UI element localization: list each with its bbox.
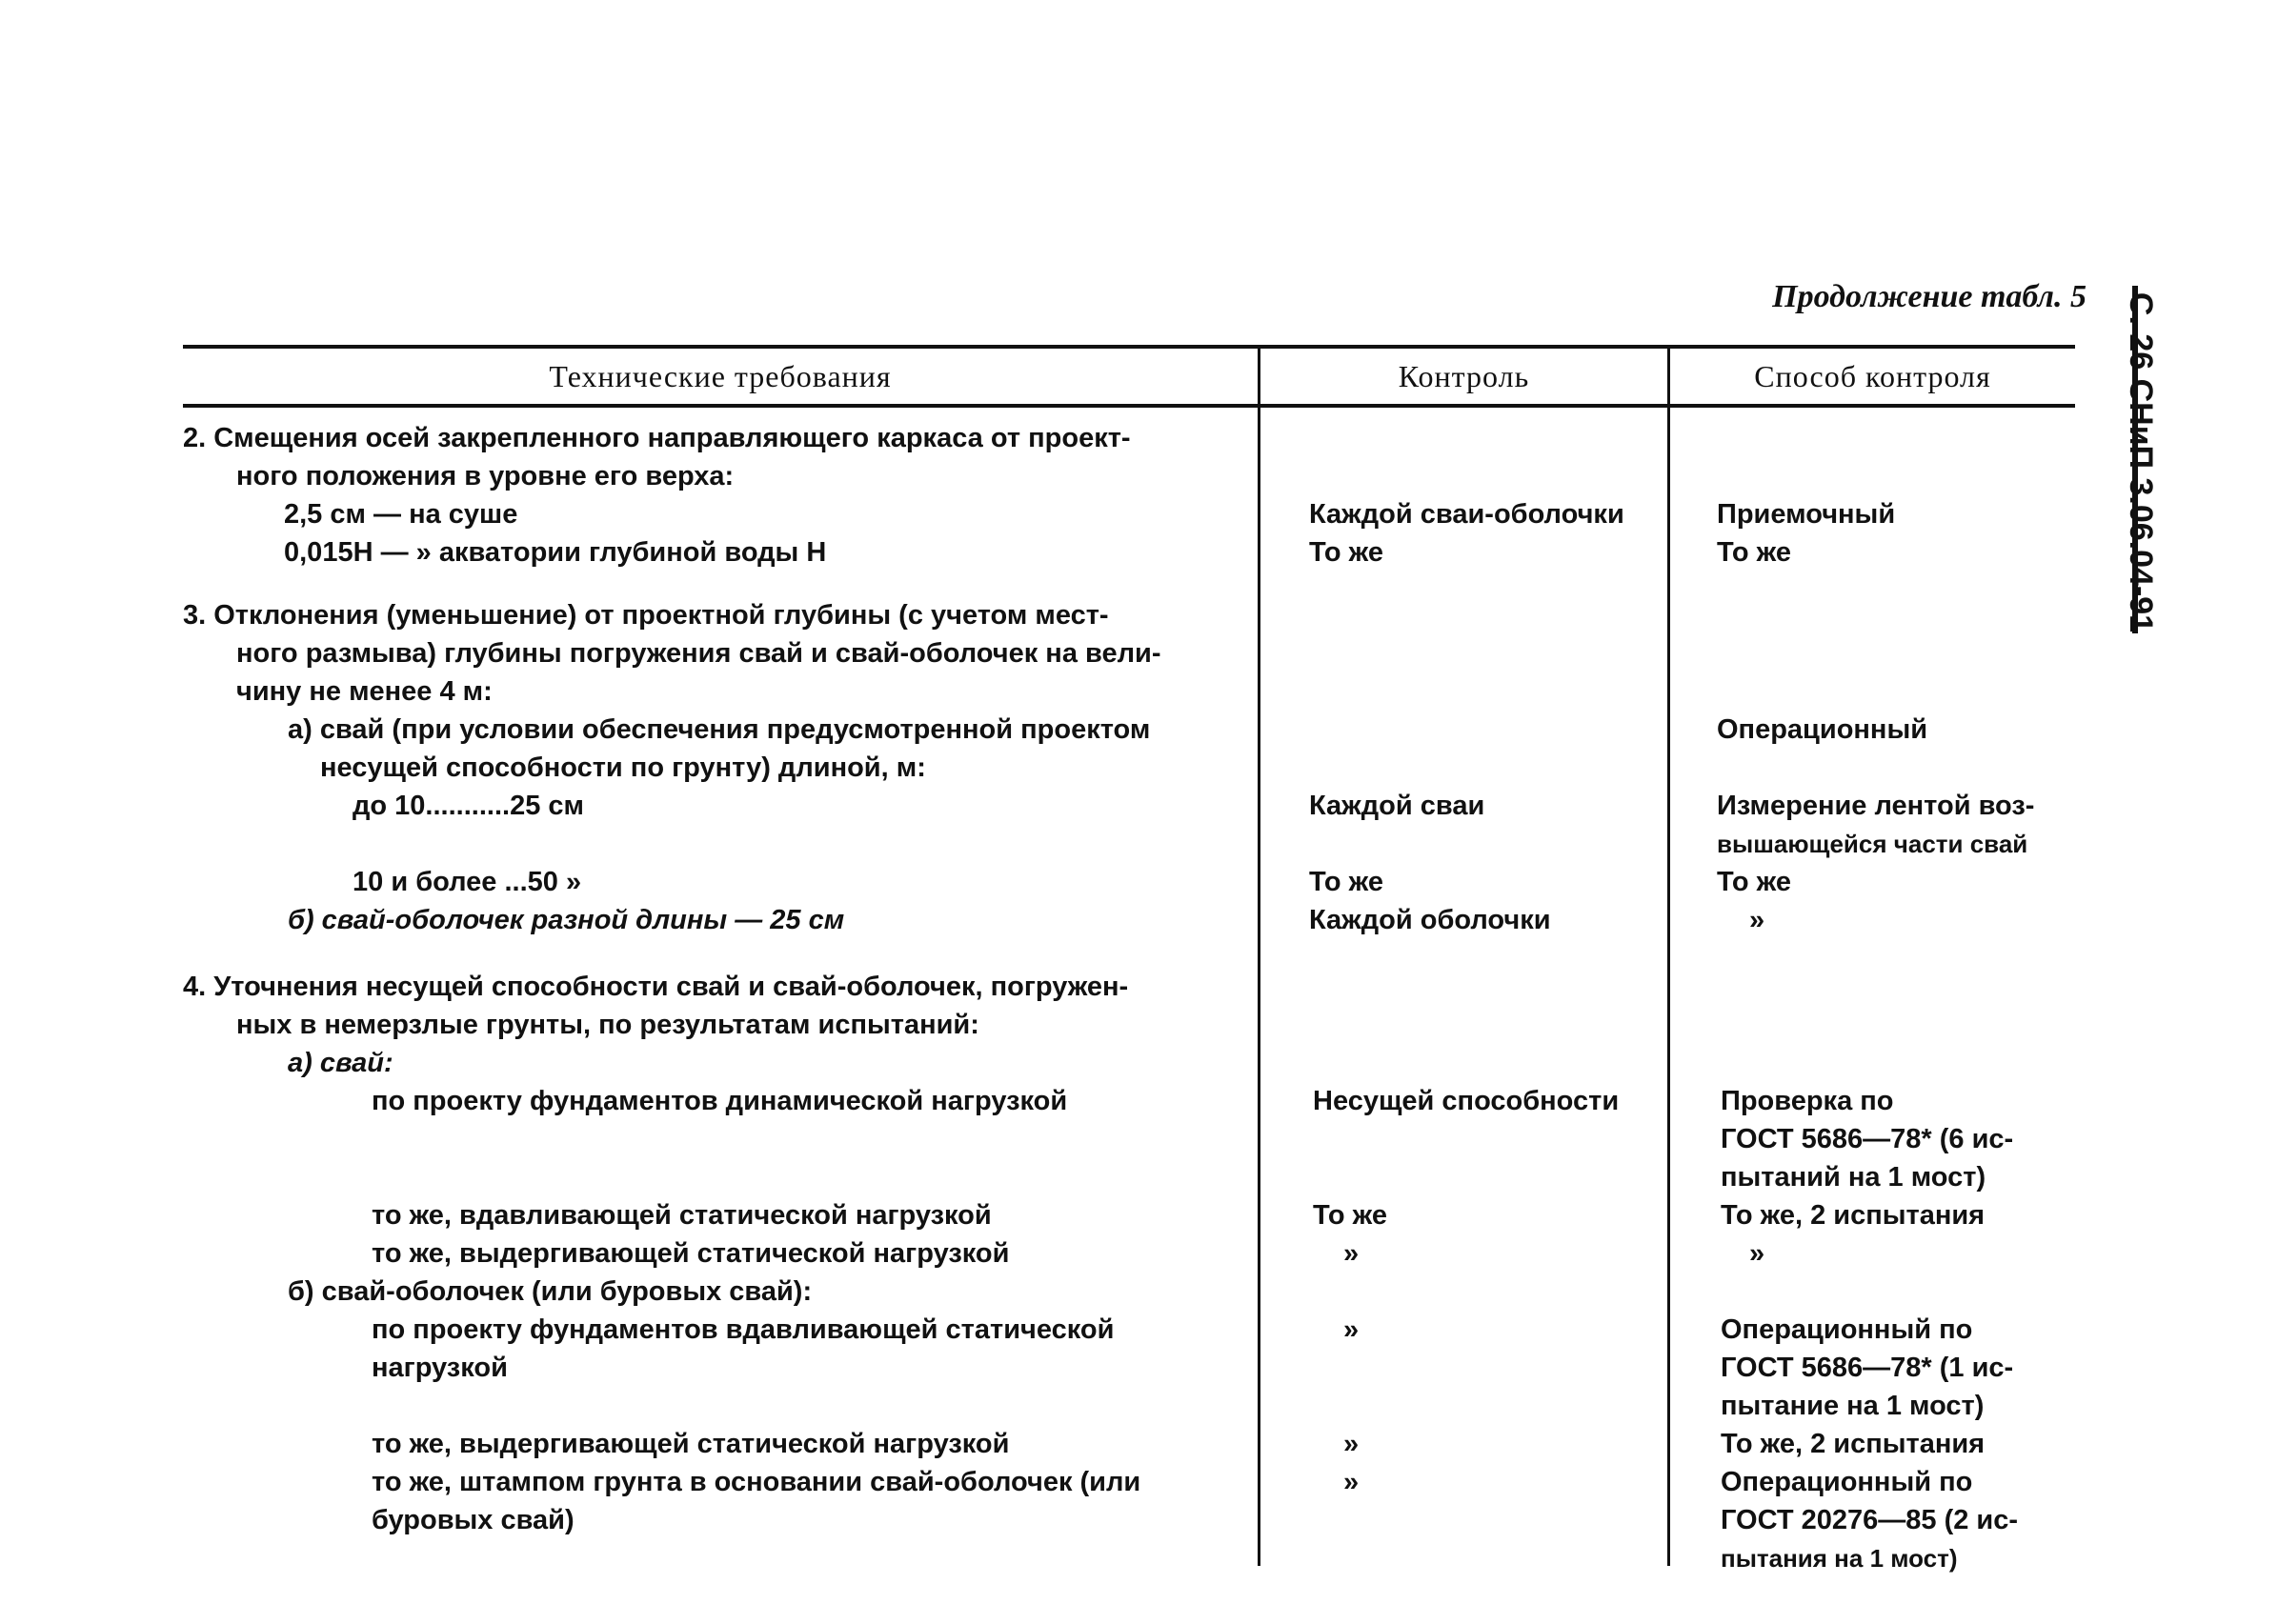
method-cell: Приемочный: [1717, 499, 1896, 530]
req-line: ных в немерзлые грунты, по результатам испытаний:: [236, 1010, 979, 1040]
method-cell: Проверка по: [1721, 1086, 1894, 1116]
req-line: 2. Смещения осей закрепленного направляющего каркаса от проект-: [183, 423, 1131, 453]
header-control-method: Способ контроля: [1754, 358, 1991, 393]
method-cell: ГОСТ 5686—78* (1 ис-: [1721, 1353, 2014, 1383]
header-technical-requirements: Технические требования: [549, 358, 892, 393]
header-control: Контроль: [1398, 358, 1530, 393]
req-line: то же, вдавливающей статической нагрузкой: [372, 1200, 992, 1231]
table-continuation-caption: Продолжение табл. 5: [1772, 279, 2086, 314]
control-cell: Каждой оболочки: [1309, 905, 1551, 935]
method-cell: То же: [1717, 537, 1791, 568]
control-cell: »: [1343, 1314, 1360, 1345]
method-cell: ГОСТ 20276—85 (2 ис-: [1721, 1505, 2019, 1535]
req-line: а) свай:: [288, 1048, 393, 1078]
side-page-code: [2117, 286, 2165, 638]
method-cell: То же: [1717, 867, 1791, 897]
method-cell: Операционный: [1717, 714, 1928, 745]
side-page-code-text: С. 26 СНиП 3.06.04-91: [2123, 291, 2160, 632]
req-line: то же, штампом грунта в основании свай-оболочек (или: [372, 1467, 1141, 1497]
req-line: б) свай-оболочек разной длины — 25 см: [288, 905, 845, 935]
req-line: то же, выдергивающей статической нагрузкой: [372, 1429, 1010, 1459]
req-line: 4. Уточнения несущей способности свай и свай-оболочек, погружен-: [183, 972, 1129, 1002]
req-line: то же, выдергивающей статической нагрузкой: [372, 1238, 1010, 1269]
req-line: 3. Отклонения (уменьшение) от проектной глубины (с учетом мест-: [183, 600, 1109, 631]
req-line: 10 и более ...50 »: [353, 867, 582, 897]
req-line: до 10...........25 см: [353, 791, 584, 821]
method-cell: »: [1749, 905, 1765, 935]
req-line: 0,015H — » акватории глубиной воды H: [284, 537, 827, 568]
req-line: нагрузкой: [372, 1353, 508, 1383]
method-cell: Измерение лентой воз-: [1717, 791, 2035, 821]
control-cell: Несущей способности: [1313, 1086, 1620, 1116]
req-line: 2,5 см — на суше: [284, 499, 518, 530]
method-cell: То же, 2 испытания: [1721, 1200, 1986, 1231]
control-cell: Каждой сваи-оболочки: [1309, 499, 1624, 530]
control-cell: »: [1343, 1467, 1360, 1497]
req-line: несущей способности по грунту) длиной, м:: [320, 752, 926, 783]
method-cell: Операционный по: [1721, 1467, 1973, 1497]
control-cell: То же: [1313, 1200, 1387, 1231]
column-divider-1: [1258, 347, 1260, 1566]
req-line: чину не менее 4 м:: [236, 676, 493, 707]
req-line: по проекту фундаментов динамической нагрузкой: [372, 1086, 1068, 1116]
table-top-rule: [183, 345, 2075, 349]
req-line: по проекту фундаментов вдавливающей статической: [372, 1314, 1115, 1345]
req-line: а) свай (при условии обеспечения предусмотренной проектом: [288, 714, 1151, 745]
table-header-rule: [183, 404, 2075, 408]
method-cell: ГОСТ 5686—78* (6 ис-: [1721, 1124, 2014, 1154]
method-cell: То же, 2 испытания: [1721, 1429, 1986, 1459]
method-cell: пытаний на 1 мост): [1721, 1162, 1986, 1193]
column-divider-2: [1667, 347, 1670, 1566]
method-cell: »: [1749, 1238, 1765, 1269]
control-cell: »: [1343, 1238, 1360, 1269]
method-cell: вышающейся части свай: [1717, 830, 2028, 858]
control-cell: Каждой сваи: [1309, 791, 1485, 821]
req-line: ного положения в уровне его верха:: [236, 461, 735, 491]
req-line: ного размыва) глубины погружения свай и свай-оболочек на вели-: [236, 638, 1161, 669]
method-cell: Операционный по: [1721, 1314, 1973, 1345]
control-cell: То же: [1309, 867, 1383, 897]
control-cell: То же: [1309, 537, 1383, 568]
method-cell: пытания на 1 мост): [1721, 1544, 1958, 1573]
control-cell: »: [1343, 1429, 1360, 1459]
method-cell: пытание на 1 мост): [1721, 1391, 1985, 1421]
req-line: буровых свай): [372, 1505, 575, 1535]
req-line: б) свай-оболочек (или буровых свай):: [288, 1276, 813, 1307]
